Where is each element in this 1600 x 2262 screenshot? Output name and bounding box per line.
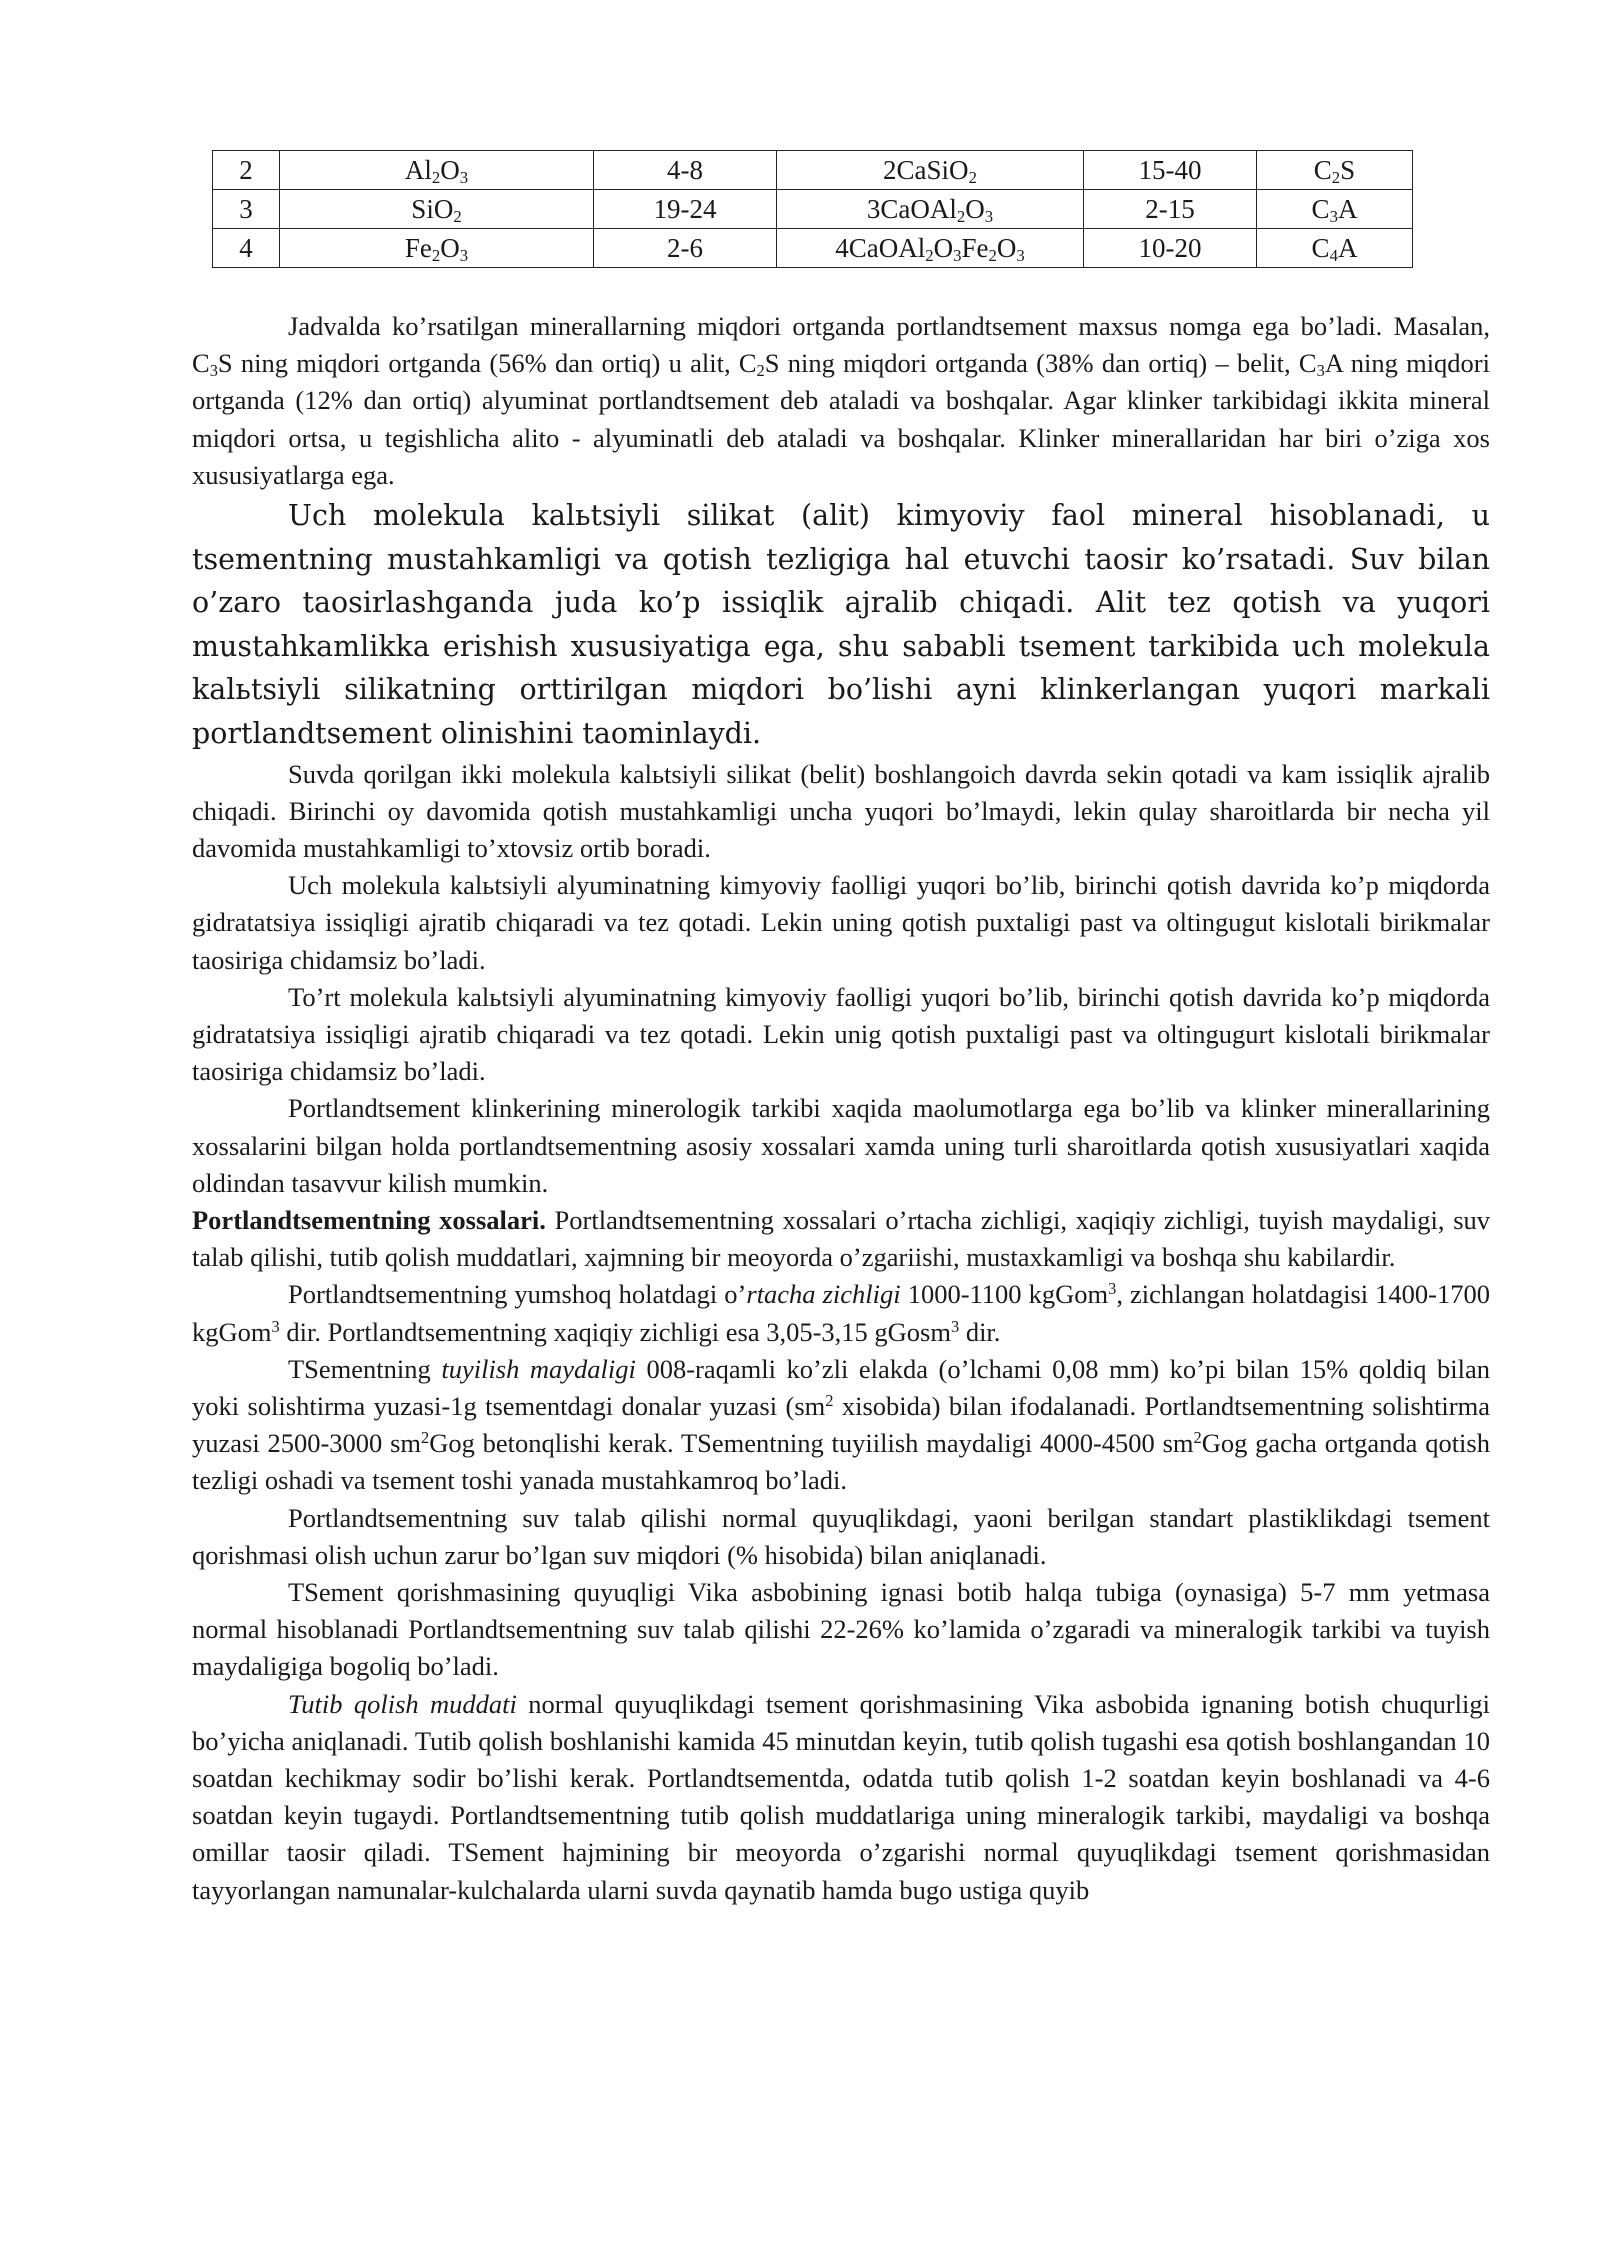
paragraph-fineness: TSementning tuyilish maydaligi 008-raqamli ko’zli elakda (o’lchami 0,08 mm) ko’pi bilan 15% qoldiq bilan yoki solishtirma yuzasi-1g tsementdagi donalar yuzasi ($sm^2$ xisobida) bilan ifodalanadi. Portlandtsementning solishtirma yuzasi 2500-3000 $sm^2Gog$ betonqlishi kerak. TSementning tuyiilish maydaligi 4000-4500 $sm^2Gog$ gacha ortganda qotish tezligi oshadi va tsement toshi yanada mustahkamroq bo’ladi. [192, 1353, 1491, 1496]
paragraph-tricalcium-aluminate: Uch molekula kalьtsiyli alyuminatning kimyoviy faolligi yuqori bo’lib, birinchi qotish davrida ko’p miqdorda gidratatsiya issiqligi ajratib chiqaradi va tez qotadi. Lekin uning qotish puxtaligi past va oltingugut kislotali birikmalar taosiriga chidamsiz bo’ladi. [192, 870, 1490, 975]
paragraph-consistency: TSement qorishmasining quyuqligi Vika asbobining ignasi botib halqa tubiga (oynasiga) 5-7 mm yetmasa normal hisoblanadi Portlandtsementning suv talab qilishi 22-26% ko’lamida o’zgaradi va mineralogik tarkibi va tuyish maydaligiga bogoliq bo’ladi. [192, 1577, 1490, 1682]
row-number: 3 [213, 190, 280, 229]
table-row [213, 229, 1413, 268]
mineral-percent: 10-20 [1084, 229, 1257, 268]
paragraph-alit: Uch molekula kalьtsiyli silikat (alit) kimyoviy faol mineral hisoblanadi, u tsementning mustahkamligi va qotish tezligiga hal etuvchi taosir ko’rsatadi. Suv bilan o’zaro taosirlashganda juda ko’p issiqlik ajralib chiqadi. Alit tez qotish va yuqori mustahkamlikka erishish xususiyatiga ega, shu sababli tsement tarkibida uch molekula kalьtsiyli silikatning orttirilgan miqdori bo’lishi ayni klinkerlangan yuqori markali portlandtsement olinishini taominlaydi. [192, 499, 1490, 750]
paragraph-clinker-composition: Portlandtsement klinkerining minerologik tarkibi xaqida maolumotlarga ega bo’lib va klinker minerallarining xossalarini bilgan holda portlandtsementning asosiy xossalari xamda uning turli sharoitlarda qotish xususiyatlari xaqida oldindan tasavvur kilish mumkin. [192, 1093, 1490, 1198]
oxide-range: 4-8 [594, 151, 777, 190]
paragraph-density: Portlandtsementning yumshoq holatdagi o’rtacha zichligi 1000-1100 kgGom$^3$, zichlangan holatdagisi 1400-1700 kgGom$^3$ dir. Portlandtsementning xaqiqiy zichligi esa 3,05-3,15 gGosm$^3$ dir. [192, 1279, 1491, 1347]
mineral-formula: $3CaOAl_2O_3$ [777, 190, 1084, 229]
oxide-formula: $Al_2O_3$ [280, 151, 594, 190]
paragraph-properties: Portlandtsementning xossalari. Portlandtsementning xossalari o’rtacha zichligi, xaqiqiy zichligi, tuyish maydaligi, suv talab qilishi, tutib qolish muddatlari, xajmning bir meoyorda o’zgariishi, mustaxkamligi va boshqa shu kabilardir. [192, 1205, 1491, 1273]
mineral-percent: 15-40 [1084, 151, 1257, 190]
row-number: 2 [213, 151, 280, 190]
mineral-formula: $4CaOAl_2O_3Fe_2O_3$ [777, 229, 1084, 268]
paragraph-mineral-names: Jadvalda ko’rsatilgan minerallarning miqdori ortganda portlandtsement maxsus nomga ega bo’ladi. Masalan, $C_3S$ ning miqdori ortganda (56% dan ortiq) u alit, $C_2S$ ning miqdori ortganda (38% dan ortiq) – belit, $C_3A$ ning miqdori ortganda (12% dan ortiq) alyuminat portlandtsement deb ataladi va boshqalar. Agar klinker tarkibidagi ikkita mineral miqdori ortsa, u tegishlicha alito - alyuminatli deb ataladi va boshqalar. Klinker minerallaridan har biri o’ziga xos xususiyatlarga ega. [192, 311, 1490, 490]
table-row [213, 190, 1413, 229]
table-row [213, 151, 1413, 190]
paragraph-belit: Suvda qorilgan ikki molekula kalьtsiyli silikat (belit) boshlangoich davrda sekin qotadi va kam issiqlik ajralib chiqadi. Birinchi oy davomida qotish mustahkamligi uncha yuqori bo’lmaydi, lekin qulay sharoitlarda bir necha yil davomida mustahkamligi to’xtovsiz ortib boradi. [192, 758, 1490, 863]
mineral-code: $C_2S$ [1257, 151, 1413, 190]
oxide-formula: $Fe_2O_3$ [280, 229, 594, 268]
paragraph-tetracalcium-aluminate: To’rt molekula kalьtsiyli alyuminatning kimyoviy faolligi yuqori bo’lib, birinchi qotish davrida ko’p miqdorda gidratatsiya issiqligi ajratib chiqaradi va tez qotadi. Lekin unig qotish puxtaligi past va oltingugurt kislotali birikmalar taosiriga chidamsiz bo’ladi. [192, 981, 1490, 1087]
mineral-percent: 2-15 [1084, 190, 1257, 229]
mineral-formula: 2CaSiO$_2$ [777, 151, 1084, 190]
row-number: 4 [213, 229, 280, 268]
body-text [192, 308, 1490, 1909]
clinker-minerals-table [212, 150, 1413, 268]
oxide-range: 19-24 [594, 190, 777, 229]
paragraph-water-demand: Portlandtsementning suv talab qilishi normal quyuqlikdagi, yaoni berilgan standart plastiklikdagi tsement qorishmasi olish uchun zarur bo’lgan suv miqdori (% hisobida) bilan aniqlanadi. [192, 1502, 1490, 1570]
oxide-range: 2-6 [594, 229, 777, 268]
paragraph-setting-time: Tutib qolish muddati normal quyuqlikdagi tsement qorishmasining Vika asbobida ignaning botish chuqurligi bo’yicha aniqlanadi. Tutib qolish boshlanishi kamida 45 minutdan keyin, tutib qolish tugashi esa qotish boshlangandan 10 soatdan kechikmay sodir bo’lishi kerak. Portlandtsementda, odatda tutib qolish 1-2 soatdan keyin boshlanadi va 4-6 soatdan keyin tugaydi. Portlandtsementning tutib qolish muddatlariga uning mineralogik tarkibi, maydaligi va boshqa omillar taosir qiladi. TSement hajmining bir meoyorda o’zgarishi normal quyuqlikdagi tsement qorishmasidan tayyorlangan namunalar-kulchalarda ularni suvda qaynatib hamda bugo ustiga quyib [192, 1688, 1491, 1905]
section-heading: Portlandtsementning xossalari. [192, 1205, 546, 1236]
oxide-formula: SiO$_2$ [280, 190, 594, 229]
mineral-code: $C_3A$ [1257, 190, 1413, 229]
mineral-code: $C_4A$ [1257, 229, 1413, 268]
